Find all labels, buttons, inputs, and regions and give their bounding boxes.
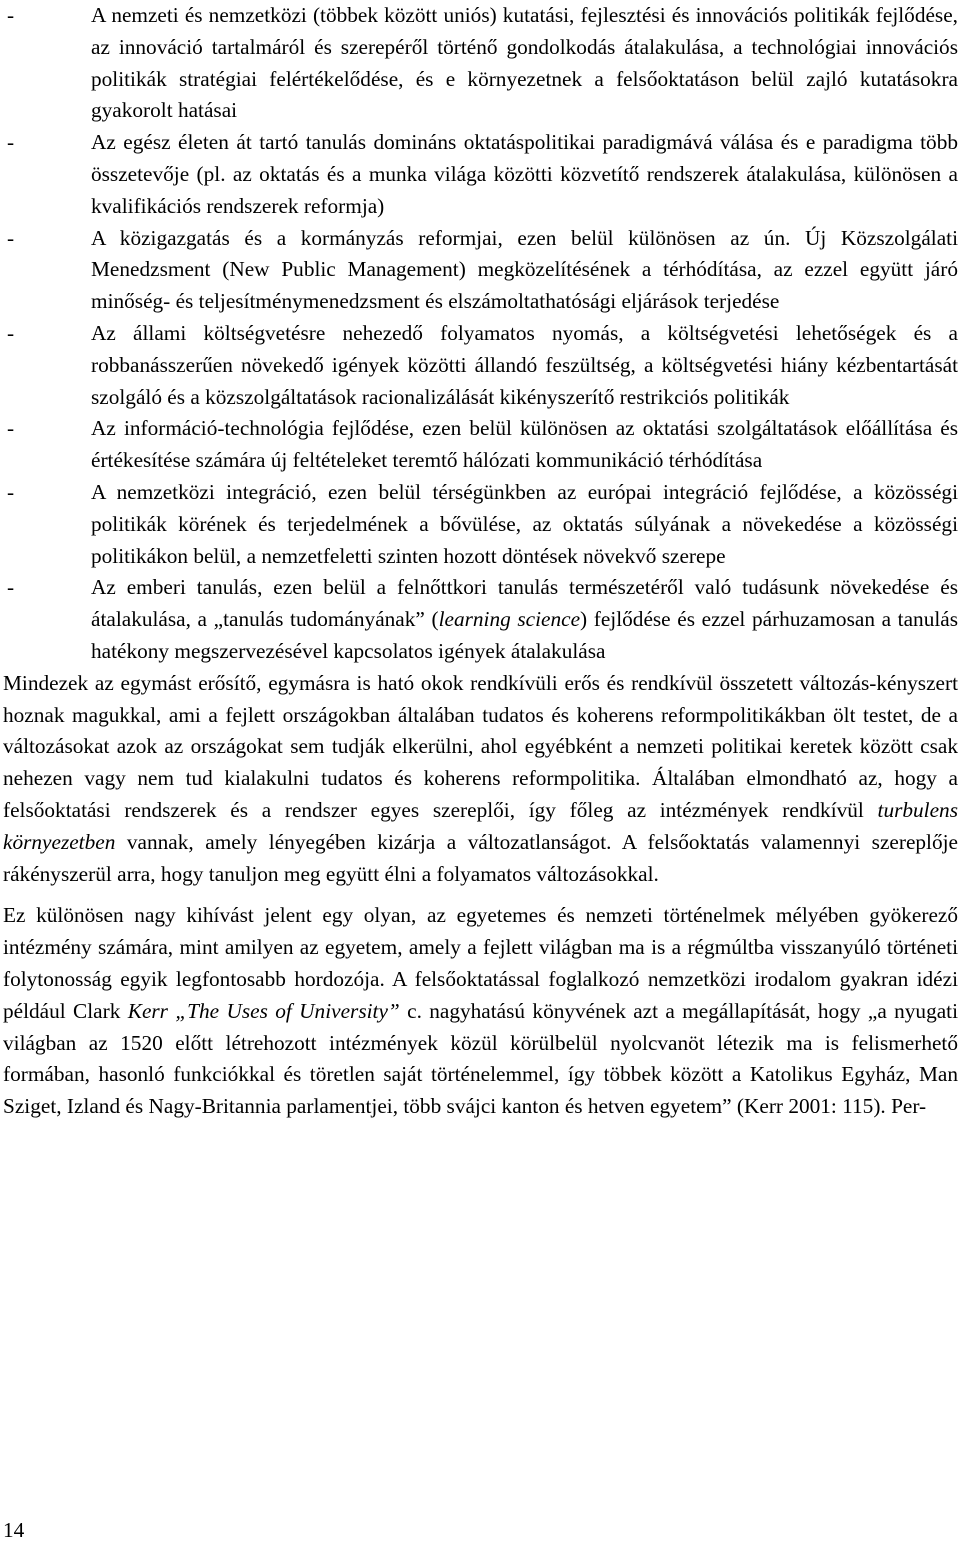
page-number: 14 <box>3 1518 25 1542</box>
list-dash: - <box>7 320 15 345</box>
list-dash: - <box>7 3 15 27</box>
paragraph-italic-text: Kerr „The Uses of University” <box>127 998 400 1023</box>
list-item <box>3 477 958 572</box>
list-item <box>3 572 958 667</box>
list-item <box>3 223 958 318</box>
list-dash: - <box>7 479 15 504</box>
factor-list <box>3 0 958 668</box>
list-item-text-after: ) fejlődése és ezzel párhuzamosan a tanulás hatékony megszervezésével kapcsolatos igények átalakulása <box>91 607 959 663</box>
body-paragraph-2 <box>3 900 958 1123</box>
list-dash: - <box>7 575 15 600</box>
paragraph-text: vannak, amely lényegében kizárja a változatlanságot. A felsőoktatás valamennyi szereplője rákényszerül arra, hogy tanuljon meg együtt élni a folyamatos változásokkal. <box>3 829 958 886</box>
list-item-text: Az állami költségvetésre nehezedő folyamatos nyomás, a költségvetési lehetőségek és a robbanásszerűen növekedő igények közötti állandó feszültség, a költségvetési hiány kézbentartását szolgáló és a közszolgáltatások racionalizálását kikényszerítő restrikciós politikák <box>91 320 958 409</box>
document-page <box>3 0 958 1123</box>
list-item-text: A közigazgatás és a kormányzás reformjai, ezen belül különösen az ún. Új Közszolgálati Menedzsment (New Public Management) megközelítésének a térhódítása, az ezzel együtt járó minőség- és teljesítménymenedzsment és elszámoltathatósági eljárások terjedése <box>91 225 958 314</box>
list-item-text-before: Az emberi tanulás, ezen belül a felnőttkori tanulás természetéről való tudásunk növekedése és átalakulása, a „tanulás tudományának” ( <box>91 575 958 632</box>
list-item-text: A nemzetközi integráció, ezen belül térségünkben az európai integráció fejlődése, a közösségi politikák körének és terjedelmének a bővülése, az oktatás súlyának a növekedése a közösségi politikákon belül, a nemzetfeletti szinten hozott döntések növekvő szerepe <box>91 479 958 568</box>
list-item <box>3 0 958 127</box>
list-dash: - <box>7 416 15 441</box>
list-item-text: Az információ-technológia fejlődése, ezen belül különösen az oktatási szolgáltatások előállítása és értékesítése számára új feltételeket teremtő hálózati kommunikáció térhódítása <box>91 416 958 473</box>
paragraph-italic-text: turbulens környezetben <box>3 797 958 854</box>
list-item-text: Az egész életen át tartó tanulás domináns oktatáspolitikai paradigmává válása és e paradigma több összetevője (pl. az oktatás és a munka világa közötti közvetítő rendszerek átalakulása, különösen a kvalifikációs rendszerek reformja) <box>91 130 958 218</box>
paragraph-text: Mindezek az egymást erősítő, egymásra is ható okok rendkívüli erős és rendkívül összetett változás-kényszert hoznak magukkal, ami a fejlett országokban általában tudatos és koherens reformpolitikákban ölt testet, de a változásokat azok az országokat sem tudják elkerülni, ahol egyébként a nemzeti politikai keretek között csak nehezen vagy nem tud kialakulni tudatos és koherens reformpolitika. Általában elmondható az, hogy a felsőoktatási rendszerek és a rendszer egyes szereplői, így főleg az intézmények rendkívül <box>3 670 958 822</box>
list-item <box>3 127 958 222</box>
paragraph-text: c. nagyhatású könyvének azt a megállapítását, hogy „a nyugati világban az 1520 előtt létrehozott intézmények közül körülbelül nyolcvanöt létezik ma is felismerhető formában, hasonló funkciókkal és töretlen saját történelemmel, így többek között a Katolikus Egyház, Man Sziget, Izland és Nagy-Britannia parlamentjei, több svájci kanton és hetven egyetem” (Kerr 2001: 115). Per- <box>3 998 959 1119</box>
list-item <box>3 413 958 477</box>
list-dash: - <box>7 225 15 250</box>
list-item <box>3 318 958 413</box>
paragraph-gap <box>3 890 958 900</box>
body-paragraph-1 <box>3 668 958 891</box>
list-item-text: A nemzeti és nemzetközi (többek között uniós) kutatási, fejlesztési és innovációs politikák fejlődése, az innováció tartalmáról és szerepéről történő gondolkodás átalakulása, a technológiai innovációs politikák stratégiai felértékelődése, és e környezetnek a felsőoktatáson belül zajló kutatásokra gyakorolt hatásai <box>91 3 958 123</box>
list-item-text-italic: learning science <box>438 607 581 632</box>
paragraph-text: Ez különösen nagy kihívást jelent egy olyan, az egyetemes és nemzeti történelmek mélyében gyökerező intézmény számára, mint amilyen az egyetem, amely a fejlett világban ma is a régmúltba visszanyúló történeti folytonosság egyik legfontosabb hordozója. A felsőoktatással foglalkozó nemzetközi irodalom gyakran idézi például Clark <box>3 903 958 1023</box>
list-dash: - <box>7 130 15 155</box>
